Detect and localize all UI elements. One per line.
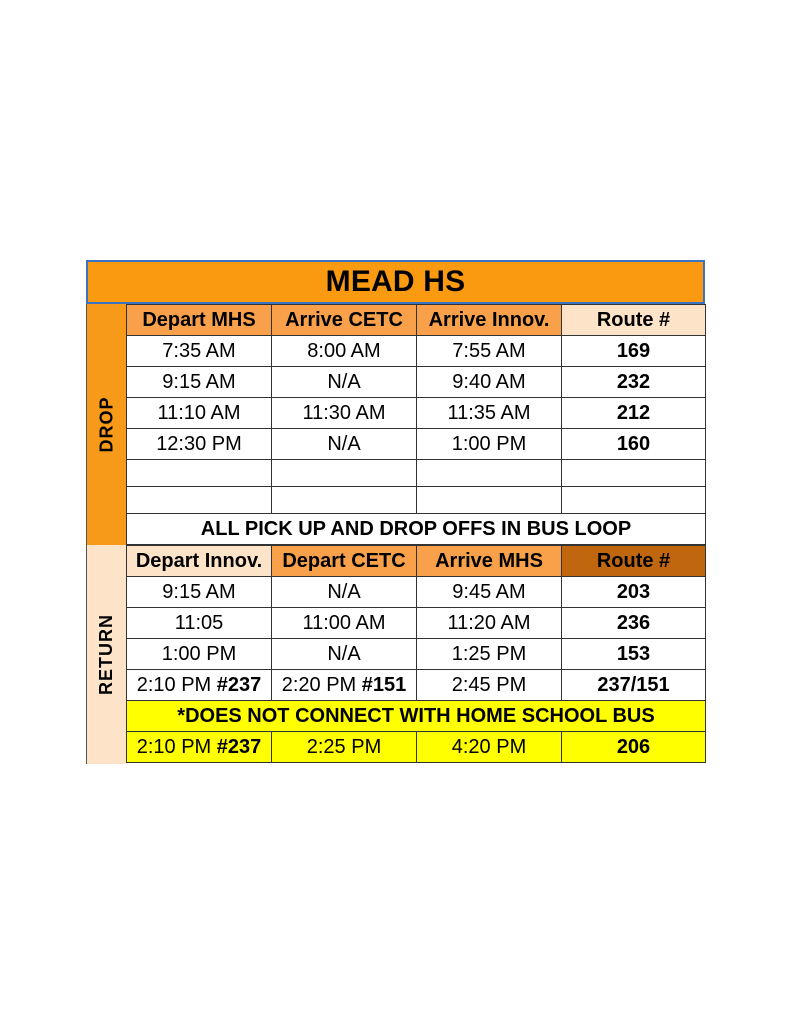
route-cell: 169 [562,336,706,367]
route-cell: 153 [562,639,706,670]
return-header-row [127,546,706,577]
header-depart-innov: Depart Innov. [127,546,272,577]
mead-hs-schedule [86,260,705,764]
header-arrive-mhs: Arrive MHS [417,546,562,577]
route-ref: #237 [216,674,262,696]
empty-cell [417,487,562,514]
return-section-label [86,545,126,764]
route-ref: #237 [216,736,262,758]
time-text: 2:10 PM [136,736,212,758]
cell: 9:45 AM [417,577,562,608]
route-cell: 203 [562,577,706,608]
cell: 4:20 PM [417,732,562,763]
header-route: Route # [562,305,706,336]
drop-section-label [86,304,126,545]
route-cell: 160 [562,429,706,460]
header-arrive-cetc: Arrive CETC [272,305,417,336]
cell: 9:15 AM [127,367,272,398]
table-row [127,639,706,670]
table-row [127,608,706,639]
cell: 8:00 AM [272,336,417,367]
empty-cell [127,487,272,514]
route-cell: 206 [562,732,706,763]
highlighted-row [127,732,706,763]
return-table [126,545,706,763]
route-cell: 212 [562,398,706,429]
route-cell: 237/151 [562,670,706,701]
empty-cell [272,487,417,514]
cell: 7:55 AM [417,336,562,367]
cell: 11:20 AM [417,608,562,639]
header-route: Route # [562,546,706,577]
cell: 11:05 [127,608,272,639]
schedule-title: MEAD HS [86,260,705,304]
no-connect-note: *DOES NOT CONNECT WITH HOME SCHOOL BUS [127,701,706,732]
cell: 9:15 AM [127,577,272,608]
empty-row [127,460,706,487]
table-row [127,577,706,608]
table-row [127,398,706,429]
cell [272,670,417,701]
empty-row [127,487,706,514]
table-row [127,429,706,460]
cell: 1:25 PM [417,639,562,670]
cell: 11:35 AM [417,398,562,429]
cell: 2:25 PM [272,732,417,763]
cell [127,732,272,763]
empty-cell [272,460,417,487]
route-cell: 236 [562,608,706,639]
drop-header-row [127,305,706,336]
table-row [127,336,706,367]
no-connect-note-row [127,701,706,732]
bus-loop-note-row [127,514,706,545]
cell: 11:10 AM [127,398,272,429]
cell [127,670,272,701]
route-ref: #151 [361,674,407,696]
empty-cell [127,460,272,487]
header-arrive-innov: Arrive Innov. [417,305,562,336]
time-text: 2:10 PM [136,674,212,696]
cell: 7:35 AM [127,336,272,367]
cell: N/A [272,577,417,608]
cell: 1:00 PM [127,639,272,670]
cell: 1:00 PM [417,429,562,460]
cell: 2:45 PM [417,670,562,701]
table-row [127,367,706,398]
empty-cell [562,460,706,487]
empty-cell [562,487,706,514]
cell: N/A [272,429,417,460]
cell: 12:30 PM [127,429,272,460]
bus-loop-note: ALL PICK UP AND DROP OFFS IN BUS LOOP [127,514,706,545]
cell: 11:00 AM [272,608,417,639]
header-depart-mhs: Depart MHS [127,305,272,336]
header-depart-cetc: Depart CETC [272,546,417,577]
cell: 9:40 AM [417,367,562,398]
drop-table [126,304,706,545]
drop-label: DROP [96,396,117,453]
table-row [127,670,706,701]
cell: N/A [272,367,417,398]
cell: N/A [272,639,417,670]
route-cell: 232 [562,367,706,398]
empty-cell [417,460,562,487]
return-label: RETURN [96,614,116,695]
time-text: 2:20 PM [281,674,357,696]
cell: 11:30 AM [272,398,417,429]
